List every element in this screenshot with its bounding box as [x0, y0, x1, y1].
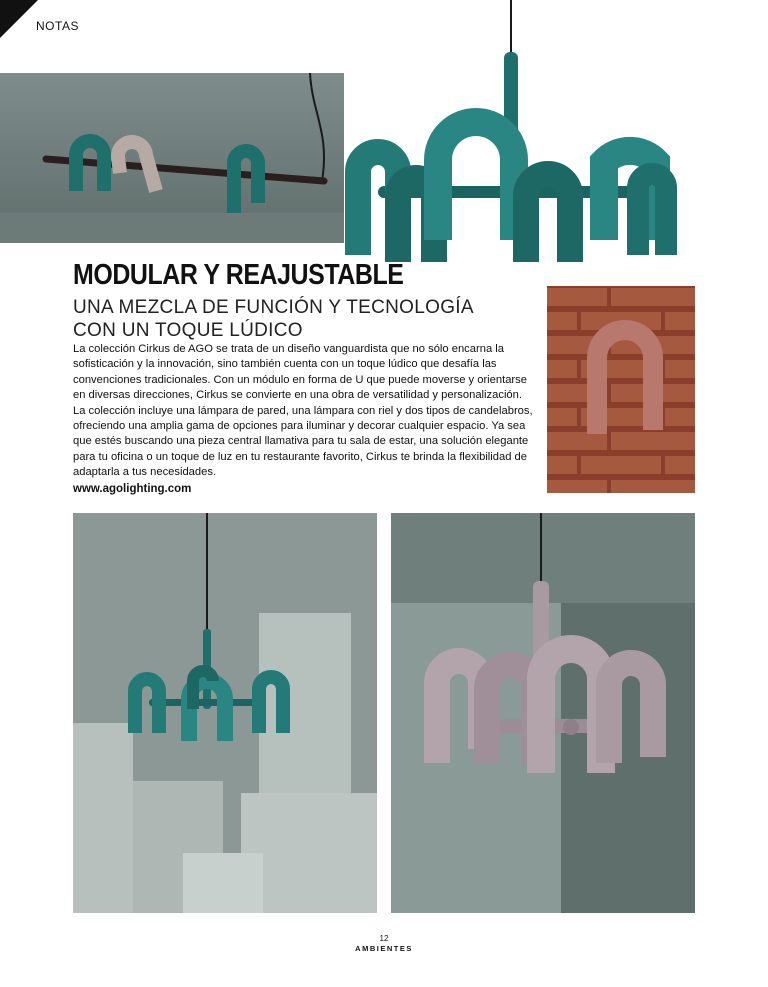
magazine-name: AMBIENTES	[355, 944, 413, 953]
subheadline-line-2: CON UN TOQUE LÚDICO	[73, 320, 303, 341]
body-text	[73, 342, 541, 481]
rail-lamp-photo	[0, 73, 344, 243]
headline: MODULAR Y REAJUSTABLE	[73, 259, 404, 291]
subheadline-line-1: UNA MEZCLA DE FUNCIÓN Y TECNOLOGÍA	[73, 297, 474, 318]
corner-mark	[0, 0, 38, 38]
chandelier-blocks-photo	[73, 513, 377, 913]
body-paragraph-1: La colección Cirkus de AGO se trata de un diseño vanguardista que no sólo encarna la sofisticación y la innovación, sino también cuenta con un toque lúdico que desafía las convenciones tradicionales. Con un módulo en forma de U que puede moverse y orientarse en diversas direcciones, Cirkus se convierte en una obra de versatilidad y personalización.	[73, 343, 527, 402]
teal-chandelier-photo	[338, 0, 686, 272]
section-label: NOTAS	[36, 19, 79, 33]
lilac-chandelier-photo	[391, 513, 695, 913]
wall-lamp-photo	[547, 286, 695, 493]
body-paragraph-2: La colección incluye una lámpara de pared, una lámpara con riel y dos tipos de candelabros, ofreciendo una amplia gama de opciones para iluminar y decorar cualquier espacio. Ya sea que estés buscando una pieza central llamativa para tu sala de estar, una solución elegante para tu oficina o un toque de luz en tu restaurante favorito, Cirkus te brinda la flexibilidad de adaptarla a tus necesidades.	[73, 404, 533, 479]
website-link[interactable]: www.agolighting.com	[73, 483, 192, 495]
page-number: 12	[379, 934, 389, 943]
